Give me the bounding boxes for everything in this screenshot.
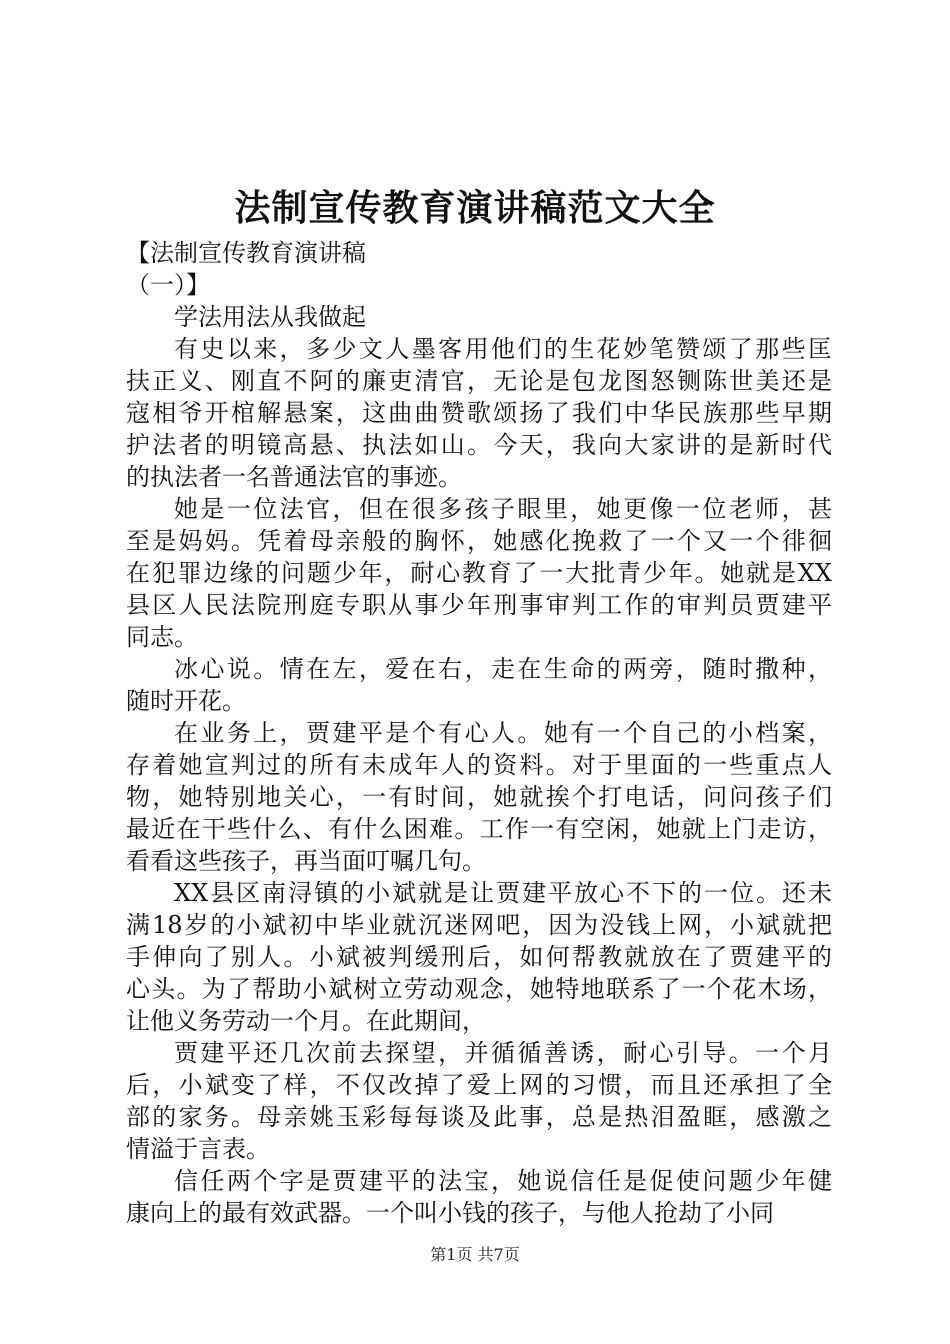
paragraph-line: 有史以来，多少文人墨客用他们的生花妙笔赞颂了那些匡: [174, 335, 832, 363]
paragraph-line: 信任两个字是贾建平的法宝，她说信任是促使问题少年健: [174, 1167, 832, 1195]
paragraph-line: 心头。为了帮助小斌树立劳动观念，她特地联系了一个花木场，: [126, 975, 832, 1003]
paragraph-line: 康向上的最有效武器。一个叫小钱的孩子，与他人抢劫了小同: [126, 1199, 774, 1227]
paragraph-line: 物，她特别地关心，一有时间，她就挨个打电话，问问孩子们: [126, 783, 832, 811]
paragraph-line: 手伸向了别人。小斌被判缓刑后，如何帮教就放在了贾建平的: [126, 943, 832, 971]
header-line: （一）】: [126, 271, 210, 299]
document-body: [126, 237, 832, 1229]
document-title: 法制宣传教育演讲稿范文大全: [234, 187, 716, 229]
paragraph: [126, 717, 832, 877]
paragraph-line: 县区人民法院刑庭专职从事少年刑事审判工作的审判员贾建平: [126, 591, 832, 619]
paragraph: [126, 493, 832, 653]
paragraph-line: 部的家务。母亲姚玉彩每每谈及此事，总是热泪盈眶，感激之: [126, 1103, 832, 1131]
paragraph-line: 存着她宣判过的所有未成年人的资料。对于里面的一些重点人: [126, 751, 832, 779]
paragraph: [126, 653, 832, 717]
paragraph-line: 扶正义、刚直不阿的廉吏清官，无论是包龙图怒铡陈世美还是: [126, 367, 832, 395]
page-footer: 第1页 共7页: [430, 1245, 520, 1264]
paragraph: [126, 1165, 832, 1229]
paragraph-line: 护法者的明镜高悬、执法如山。今天，我向大家讲的是新时代: [126, 431, 832, 459]
header-line: 【法制宣传教育演讲稿: [126, 239, 366, 267]
paragraph-line: 的执法者一名普通法官的事迹。: [126, 463, 462, 491]
paragraph-line: 她是一位法官，但在很多孩子眼里，她更像一位老师，甚: [174, 495, 832, 523]
paragraph-list: [126, 333, 832, 1229]
paragraph-line: 满18岁的小斌初中毕业就沉迷网吧，因为没钱上网，小斌就把: [126, 911, 832, 939]
paragraph: [126, 1037, 832, 1165]
paragraph-line: 最近在干些什么、有什么困难。工作一有空闲，她就上门走访，: [126, 815, 832, 843]
paragraph-line: 至是妈妈。凭着母亲般的胸怀，她感化挽救了一个又一个徘徊: [126, 527, 832, 555]
paragraph: [126, 877, 832, 1037]
paragraph-line: 看看这些孩子，再当面叮嘱几句。: [126, 847, 486, 875]
paragraph-line: 寇相爷开棺解悬案，这曲曲赞歌颂扬了我们中华民族那些早期: [126, 399, 832, 427]
paragraph-line: 冰心说。情在左，爱在右，走在生命的两旁，随时撒种，: [174, 655, 832, 683]
paragraph-line: XX县区南浔镇的小斌就是让贾建平放心不下的一位。还未: [174, 879, 832, 907]
paragraph-line: 在犯罪边缘的问题少年，耐心教育了一大批青少年。她就是XX: [126, 559, 832, 587]
paragraph-line: 让他义务劳动一个月。在此期间，: [126, 1007, 486, 1035]
speech-subtitle: 学法用法从我做起: [174, 303, 366, 331]
paragraph-line: 贾建平还几次前去探望，并循循善诱，耐心引导。一个月: [174, 1039, 832, 1067]
paragraph-line: 后，小斌变了样，不仅改掉了爱上网的习惯，而且还承担了全: [126, 1071, 832, 1099]
paragraph-line: 情溢于言表。: [126, 1135, 270, 1163]
paragraph: [126, 333, 832, 493]
paragraph-line: 同志。: [126, 623, 198, 651]
paragraph-line: 在业务上，贾建平是个有心人。她有一个自己的小档案，: [174, 719, 832, 747]
paragraph-line: 随时开花。: [126, 687, 246, 715]
